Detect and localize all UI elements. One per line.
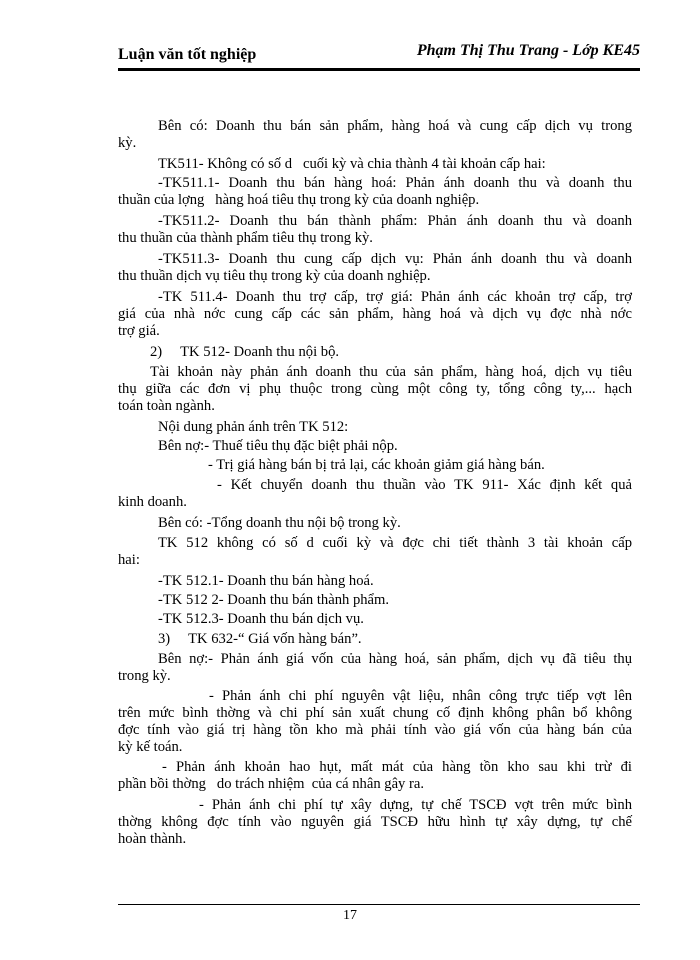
text-line: -TK 512.3- Doanh thu bán dịch vụ. [158,611,364,627]
text-line: -TK511.1- Doanh thu bán hàng hoá: Phản ánh doanh thu và doanh thu [158,175,632,191]
text-line: hai: [118,552,140,568]
text-line: - Phản ánh chi phí nguyên vật liệu, nhân công trực tiếp vợt lên [209,688,632,704]
text-line: toán toàn ngành. [118,398,215,414]
text-line: giá của nhà nớc cung cấp các sản phẩm, hàng hoá và dịch vụ đợc nhà nớc [118,306,632,322]
text-line: TK 512 không có số d cuối kỳ và đợc chi tiết thành 3 tài khoản cấp [158,535,632,551]
text-line: Tài khoản này phản ánh doanh thu của sản phẩm, hàng hoá, dịch vụ tiêu [150,364,632,380]
header-author: Phạm Thị Thu Trang - Lớp KE45 [416,42,640,59]
text-line: hoàn thành. [118,831,187,847]
text-line: thu thuần của thành phẩm tiêu thụ trong kỳ. [118,230,373,246]
text-line: đợc tính vào giá trị hàng tồn kho mà phải tính vào giá vốn của hàng bán của [118,722,632,738]
text-line: - Trị giá hàng bán bị trả lại, các khoản giảm giá hàng bán. [208,457,545,473]
text-line: Bên có: -Tổng doanh thu nội bộ trong kỳ. [158,515,401,531]
section-heading: 3) TK 632-“ Giá vốn hàng bán”. [158,631,362,647]
text-line: thuần của lợng hàng hoá tiêu thụ trong kỳ của doanh nghiệp. [118,192,480,208]
text-line: kinh doanh. [118,494,187,510]
header-thesis-title: Luận văn tốt nghiệp [118,46,257,63]
text-line: Bên nợ:- Phản ánh giá vốn của hàng hoá, sản phẩm, dịch vụ đã tiêu thụ [158,651,632,667]
page-number: 17 [343,908,357,923]
page-header [118,42,640,68]
footer-divider [118,904,640,905]
text-line: - Phản ánh khoản hao hụt, mất mát của hàng tồn kho sau khi trừ đi [162,759,632,775]
text-line: -TK 512 2- Doanh thu bán thành phẩm. [158,592,390,608]
text-line: Bên có: Doanh thu bán sản phẩm, hàng hoá và cung cấp dịch vụ trong [158,118,632,134]
text-line: TK511- Không có số d cuối kỳ và chia thành 4 tài khoản cấp hai: [158,156,546,172]
text-line: thu thuần dịch vụ tiêu thụ trong kỳ của doanh nghiệp. [118,268,431,284]
text-line: thụ giữa các đơn vị phụ thuộc trong cùng một công ty, tổng công ty,... hạch [118,381,632,397]
text-line: Nội dung phản ánh trên TK 512: [158,419,349,435]
text-line: trên mức bình thờng và chi phí sản xuất chung cố định không phân bổ không [118,705,632,721]
text-line: kỳ. [118,135,137,151]
text-line: -TK511.3- Doanh thu cung cấp dịch vụ: Phản ánh doanh thu và doanh [158,251,632,267]
text-line: trợ giá. [118,323,160,339]
text-line: -TK 511.4- Doanh thu trợ cấp, trợ giá: Phản ánh các khoản trợ cấp, trợ [158,289,632,305]
text-line: - Kết chuyển doanh thu thuần vào TK 911- Xác định kết quả [217,477,632,493]
text-line: -TK511.2- Doanh thu bán thành phẩm: Phản ánh doanh thu và doanh [158,213,632,229]
text-line: - Phản ánh chi phí tự xây dựng, tự chế TSCĐ vợt trên mức bình [199,797,632,813]
text-line: Bên nợ:- Thuế tiêu thụ đặc biệt phải nộp. [158,438,398,454]
text-line: thờng không đợc tính vào nguyên giá TSCĐ hữu hình tự xây dựng, tự chế [118,814,632,830]
text-line: kỳ kế toán. [118,739,183,755]
section-heading: 2) TK 512- Doanh thu nội bộ. [150,344,340,360]
header-divider [118,68,640,71]
text-line: -TK 512.1- Doanh thu bán hàng hoá. [158,573,374,589]
text-line: trong kỳ. [118,668,171,684]
text-line: phần bồi thờng do trách nhiệm của cá nhân gây ra. [118,776,424,792]
